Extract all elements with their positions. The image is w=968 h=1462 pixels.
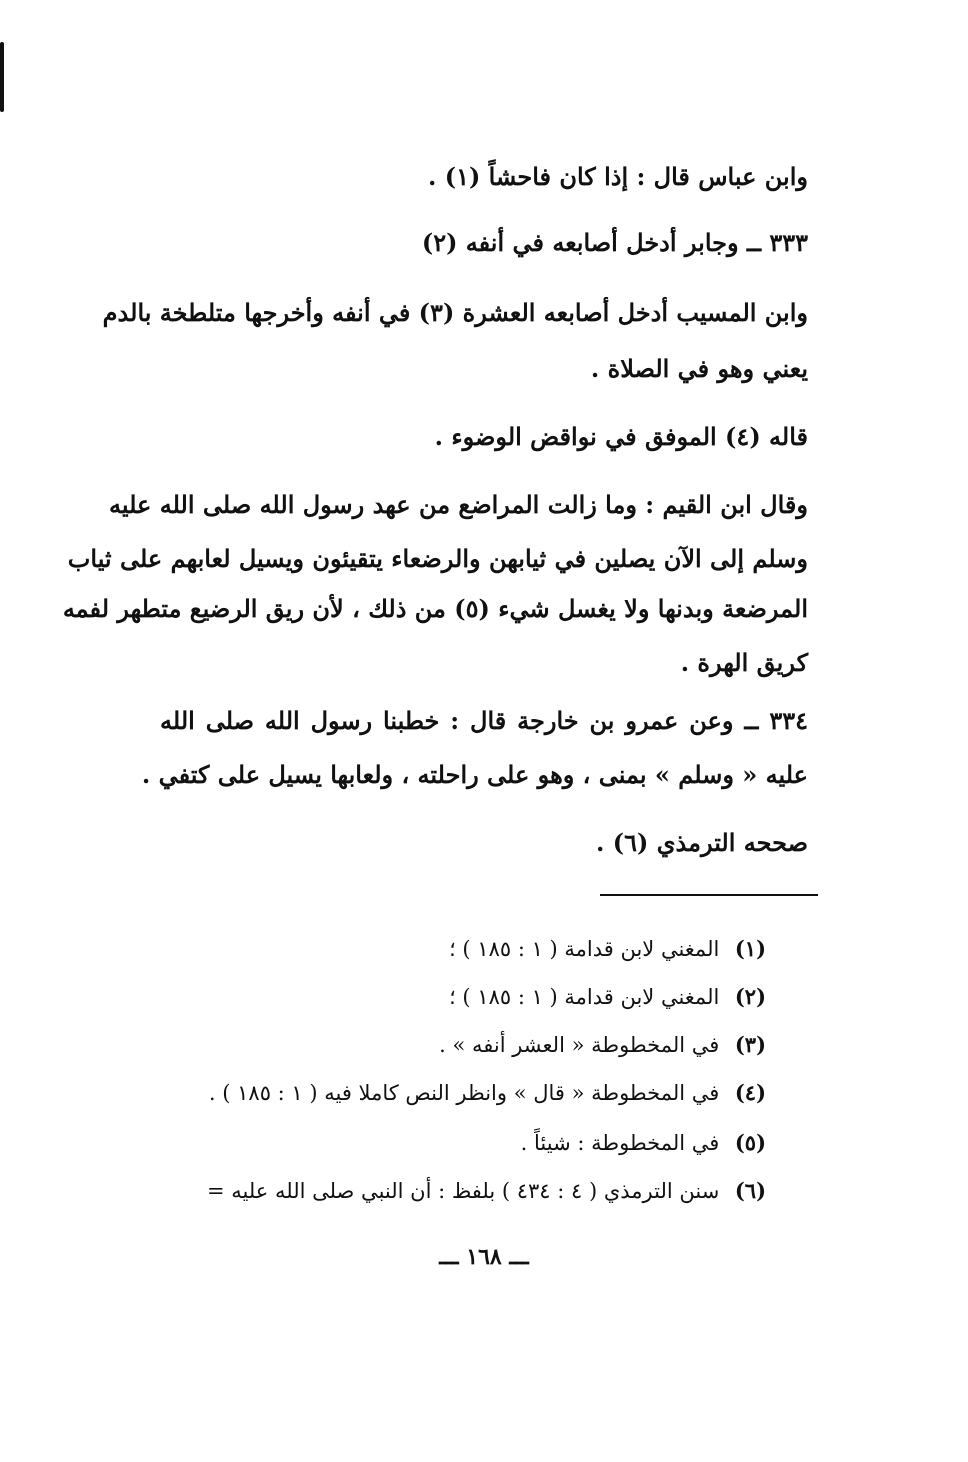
footnote-number: (٦) <box>734 1178 766 1203</box>
footnote-number: (١) <box>734 936 766 961</box>
page-number: ـــ ١٦٨ ـــ <box>439 1244 529 1270</box>
footnote-text: المغني لابن قدامة ( ١ : ١٨٥ ) ؛ <box>449 985 720 1009</box>
footnote-5 <box>521 1128 766 1158</box>
footnote-1 <box>449 934 766 964</box>
footnote-number: (٣) <box>734 1032 766 1057</box>
footnote-number: (٢) <box>734 984 766 1009</box>
scan-edge-mark <box>0 42 4 112</box>
body-line-12: صححه الترمذي (٦) . <box>596 828 808 857</box>
footnote-text: في المخطوطة « العشر أنفه » . <box>439 1033 720 1057</box>
footnote-text: في المخطوطة « قال » وانظر النص كاملا فيه ( ١ : ١٨٥ ) . <box>208 1081 720 1105</box>
footnote-number: (٥) <box>734 1130 766 1155</box>
body-line-2: ٣٣٣ ــ وجابر أدخل أصابعه في أنفه (٢) <box>421 228 808 257</box>
footnote-4 <box>209 1078 766 1108</box>
footnote-number: (٤) <box>734 1080 766 1105</box>
body-line-5: قاله (٤) الموفق في نواقض الوضوء . <box>434 422 808 451</box>
body-line-4: يعني وهو في الصلاة . <box>590 354 808 383</box>
body-line-8: المرضعة وبدنها ولا يغسل شيء (٥) من ذلك ، لأن ريق الرضيع متطهر لفمه <box>62 594 808 623</box>
footnote-text: المغني لابن قدامة ( ١ : ١٨٥ ) ؛ <box>449 937 720 961</box>
body-line-1: وابن عباس قال : إذا كان فاحشاً (١) . <box>427 162 808 191</box>
footnote-separator <box>600 894 818 896</box>
body-line-3: وابن المسيب أدخل أصابعه العشرة (٣) في أنفه وأخرجها متلطخة بالدم <box>102 298 808 327</box>
body-line-11: عليه « وسلم » بمنى ، وهو على راحلته ، ولعابها يسيل على كتفي . <box>141 760 808 789</box>
footnote-text: في المخطوطة : شيئاً . <box>520 1131 720 1155</box>
body-line-9: كريق الهرة . <box>680 648 808 677</box>
body-line-10: ٣٣٤ ــ وعن عمرو بن خارجة قال : خطبنا رسول الله صلى الله <box>160 706 808 735</box>
body-line-7: وسلم إلى الآن يصلين في ثيابهن والرضعاء يتقيئون ويسيل لعابهم على ثياب <box>67 544 808 573</box>
footnote-2 <box>449 982 766 1012</box>
footnote-6 <box>207 1176 766 1206</box>
footnote-text: سنن الترمذي ( ٤ : ٤٣٤ ) بلفظ : أن النبي صلى الله عليه = <box>206 1179 720 1203</box>
body-line-6: وقال ابن القيم : وما زالت المراضع من عهد رسول الله صلى الله عليه <box>109 490 808 519</box>
footnote-3 <box>439 1030 766 1060</box>
